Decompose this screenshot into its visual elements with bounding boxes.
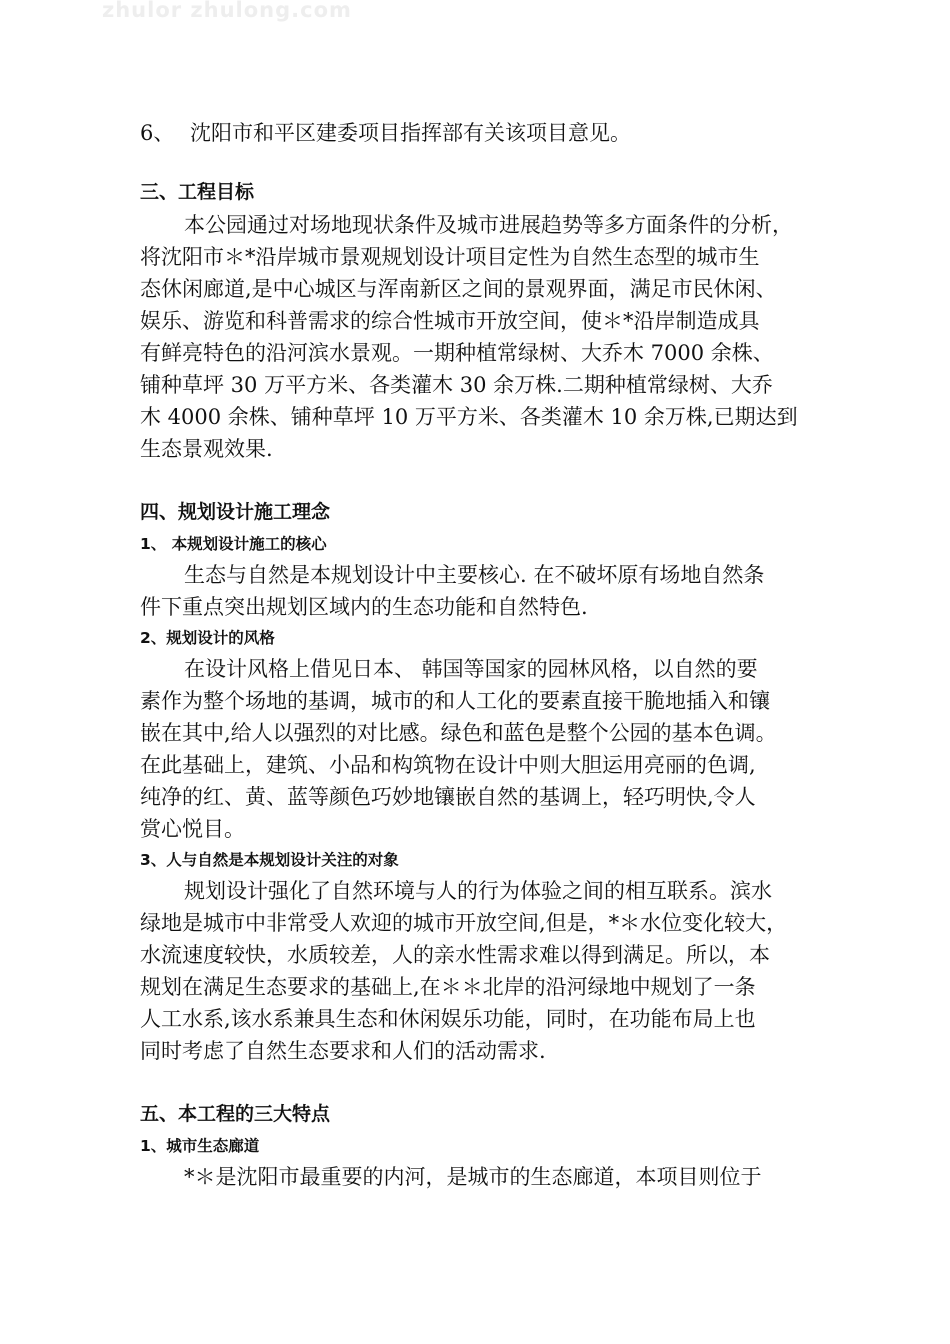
section-4-2-heading: 2、规划设计的风格 bbox=[140, 629, 275, 647]
paragraph-line: 人工水系,该水系兼具生态和休闲娱乐功能，同时，在功能布局上也 bbox=[140, 1007, 756, 1031]
section-3-paragraph bbox=[140, 209, 830, 465]
section-5-1-heading: 1、城市生态廊道 bbox=[140, 1137, 260, 1155]
watermark: zhulor zhulong.com bbox=[102, 0, 352, 22]
section-4-heading: 四、规划设计施工理念 bbox=[140, 501, 331, 523]
section-4-1-heading: 1、 本规划设计施工的核心 bbox=[140, 535, 327, 553]
paragraph-line: 规划设计强化了自然环境与人的行为体验之间的相互联系。滨水 bbox=[184, 879, 772, 903]
section-5-1-paragraph bbox=[140, 1161, 830, 1193]
paragraph-line: 有鲜亮特色的沿河滨水景观。一期种植常绿树、大乔木 7000 余株、 bbox=[140, 341, 774, 365]
paragraph-line: 本公园通过对场地现状条件及城市进展趋势等多方面条件的分析， bbox=[184, 213, 793, 237]
paragraph-line: 将沈阳市＊*沿岸城市景观规划设计项目定性为自然生态型的城市生 bbox=[140, 245, 760, 269]
paragraph-line: 木 4000 余株、铺种草坪 10 万平方米、各类灌木 10 余万株,已期达到 bbox=[140, 405, 798, 429]
paragraph-line: 在此基础上，建筑、小品和构筑物在设计中则大胆运用亮丽的色调, bbox=[140, 753, 756, 777]
section-3-heading: 三、工程目标 bbox=[140, 181, 255, 203]
paragraph-line: *＊是沈阳市最重要的内河，是城市的生态廊道，本项目则位于 bbox=[184, 1165, 762, 1189]
paragraph-line: 纯净的红、黄、蓝等颜色巧妙地镶嵌自然的基调上，轻巧明快,令人 bbox=[140, 785, 756, 809]
paragraph-line: 素作为整个场地的基调，城市的和人工化的要素直接干脆地插入和镶 bbox=[140, 689, 770, 713]
section-4-3-paragraph bbox=[140, 875, 830, 1067]
paragraph-line: 生态与自然是本规划设计中主要核心. 在不破坏原有场地自然条 bbox=[184, 563, 765, 587]
paragraph-line: 铺种草坪 30 万平方米、各类灌木 30 余万株.二期种植常绿树、大乔 bbox=[140, 373, 773, 397]
paragraph-line: 在设计风格上借见日本、 韩国等国家的园林风格，以自然的要 bbox=[184, 657, 758, 681]
paragraph-line: 赏心悦目。 bbox=[140, 817, 245, 841]
paragraph-line: 同时考虑了自然生态要求和人们的活动需求. bbox=[140, 1039, 546, 1063]
paragraph-line: 水流速度较快，水质较差，人的亲水性需求难以得到满足。所以，本 bbox=[140, 943, 770, 967]
paragraph-line: 生态景观效果. bbox=[140, 437, 273, 461]
list-item-6 bbox=[140, 117, 830, 149]
document-content bbox=[140, 117, 830, 1193]
section-4-2-paragraph bbox=[140, 653, 830, 845]
list-item-number: 6、 bbox=[140, 121, 175, 145]
paragraph-line: 嵌在其中,给人以强烈的对比感。绿色和蓝色是整个公园的基本色调。 bbox=[140, 721, 777, 745]
section-4-3-heading: 3、人与自然是本规划设计关注的对象 bbox=[140, 851, 399, 869]
section-4-1-paragraph bbox=[140, 559, 830, 623]
paragraph-line: 件下重点突出规划区域内的生态功能和自然特色. bbox=[140, 595, 588, 619]
paragraph-line: 绿地是城市中非常受人欢迎的城市开放空间,但是，*＊水位变化较大， bbox=[140, 911, 788, 935]
paragraph-line: 规划在满足生态要求的基础上,在＊＊北岸的沿河绿地中规划了一条 bbox=[140, 975, 756, 999]
paragraph-line: 态休闲廊道,是中心城区与浑南新区之间的景观界面，满足市民休闲、 bbox=[140, 277, 777, 301]
section-5-heading: 五、本工程的三大特点 bbox=[140, 1103, 331, 1125]
list-item-text: 沈阳市和平区建委项目指挥部有关该项目意见。 bbox=[190, 121, 631, 145]
paragraph-line: 娱乐、游览和科普需求的综合性城市开放空间，使＊*沿岸制造成具 bbox=[140, 309, 760, 333]
